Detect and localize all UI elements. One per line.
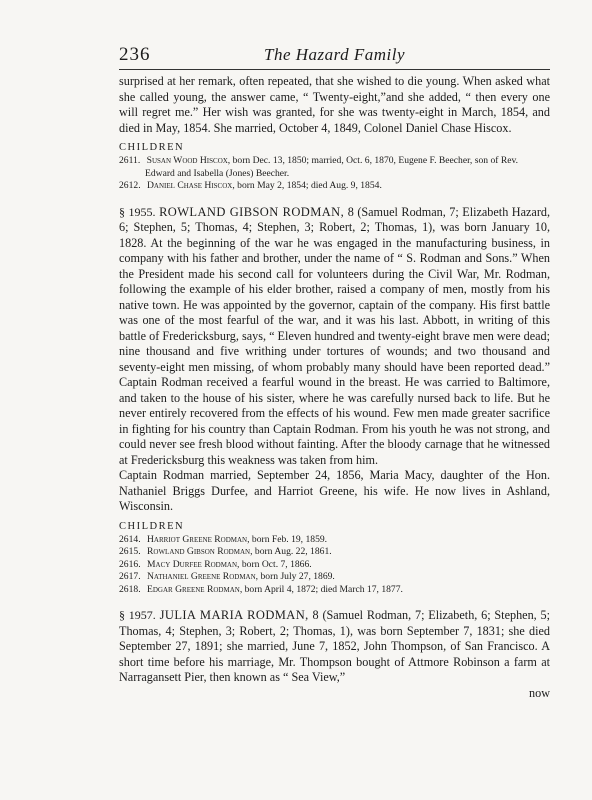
child-entry: [119, 534, 550, 547]
header-rule: [119, 69, 550, 70]
child-entry: [119, 546, 550, 559]
child-details: born Feb. 19, 1859.: [251, 533, 328, 545]
section-paragraph: [119, 608, 550, 686]
section-heading: [119, 608, 313, 622]
child-details: born May 2, 1854; died Aug. 9, 1854.: [237, 180, 382, 191]
intro-paragraph: surprised at her remark, often repeated, that she wished to die young. When asked what she called young, the answer came, “ Twenty-eight,”and she added, “ then every one will regret me.” Her wish was granted, for she was twenty-eight in March, 1854, and died in May, 1854. She married, October 4, 1849, Colonel Daniel Chase Hiscox.: [119, 74, 550, 135]
page-body: [119, 74, 550, 701]
section-heading: [119, 205, 348, 219]
child-number: 2611.: [119, 155, 141, 166]
page-header: [119, 44, 550, 68]
page-number: 236: [119, 44, 151, 65]
section-person-name: JULIA MARIA RODMAN,: [159, 608, 309, 622]
child-entry: [119, 584, 550, 597]
children-list: [119, 155, 550, 193]
child-details: born Aug. 22, 1861.: [254, 546, 332, 557]
children-heading: CHILDREN: [119, 142, 185, 153]
child-name: Macy Durfee Rodman,: [147, 558, 240, 570]
child-number: 2612.: [119, 180, 141, 191]
children-list: [119, 534, 550, 597]
section-person-name: ROWLAND GIBSON RODMAN,: [159, 204, 345, 219]
section-paragraph-2: Captain Rodman married, September 24, 1856, Maria Macy, daughter of the Hon. Nathaniel Briggs Durfee, and Harriot Greene, his wife. He now lives in Ashland, Wisconsin.: [119, 468, 550, 513]
child-entry: [119, 571, 550, 584]
child-number: 2614.: [119, 533, 141, 545]
child-details: born April 4, 1872; died March 17, 1877.: [244, 583, 403, 595]
child-number: 2616.: [119, 558, 141, 570]
section-text: 8 (Samuel Rodman, 7; Elizabeth, 6; Stephen, 5; Thomas, 4; Stephen, 3; Robert, 2; Thomas, 1), was born September 7, 1831; she died September 27, 1891; she married, June 7, 1852, John Thompson, of San Francisco. A short time before his marriage, Mr. Thompson bought of Attmore Robinson a farm at Narragansett Pier, then known as “ Sea View,”: [119, 608, 550, 684]
child-details: born July 27, 1869.: [260, 571, 335, 582]
child-entry: [119, 559, 550, 572]
child-name: Edgar Greene Rodman,: [147, 583, 243, 595]
running-title: The Hazard Family: [263, 45, 406, 64]
child-number: 2617.: [119, 571, 141, 582]
section-1957: [119, 608, 550, 701]
child-name: Harriot Greene Rodman,: [147, 533, 250, 545]
child-number: 2618.: [119, 583, 141, 595]
child-name: Nathaniel Greene Rodman,: [147, 571, 259, 582]
child-name: Daniel Chase Hiscox,: [147, 180, 235, 191]
child-details: born Oct. 7, 1866.: [241, 558, 312, 570]
child-entry: [119, 155, 550, 180]
section-paragraph: [119, 205, 550, 469]
child-entry: [119, 180, 550, 193]
section-1955: [119, 205, 550, 515]
child-number: 2615.: [119, 546, 141, 557]
section-number: § 1955.: [119, 204, 156, 219]
section-number: § 1957.: [119, 608, 156, 622]
continuation-word: now: [529, 685, 550, 700]
child-details: born Dec. 13, 1850; married, Oct. 6, 1870, Eugene F. Beecher, son of Rev. Edward and Isabella (Jones) Beecher.: [145, 155, 519, 179]
children-heading: CHILDREN: [119, 520, 185, 532]
child-name: Susan Wood Hiscox,: [146, 155, 231, 166]
section-text: 8 (Samuel Rodman, 7; Elizabeth Hazard, 6; Stephen, 5; Thomas, 4; Stephen, 3; Robert, 2; Thomas, 1), was born January 10, 1828. At the beginning of the war he was engaged in the manufacturing business, in company with his father and brother, under the name of “ S. Rodman and Sons.” When the President made his second call for volunteers during the Civil War, Mr. Rodman, following the example of his elder brother, raised a company of men, mostly from his native town. He was appointed by the governor, captain of the company. His first battle was one of the most fearful of the war, and it was his last. Abbott, in writing of this battle of Fredericksburg, says, “ Eleven hundred and twenty-eight brave men were dead; nine thousand and five writhing under tortures of wounds; and two thousand and seventy-eight men missing, of whom probably many should have been reported dead.” Captain Rodman received a fearful wound in the breast. He was carried to Baltimore, and taken to the house of his sister, where he was carefully nursed back to life. But he never entirely recovered from the effects of his wound. Few men made greater sacrifice in fighting for his country than Captain Rodman. From his youth he was not strong, and could never see fresh blood without fainting. After the bloody carnage that he witnessed at Fredericksburg this weakness was taken from him.: [119, 204, 551, 467]
child-name: Rowland Gibson Rodman,: [147, 546, 253, 557]
